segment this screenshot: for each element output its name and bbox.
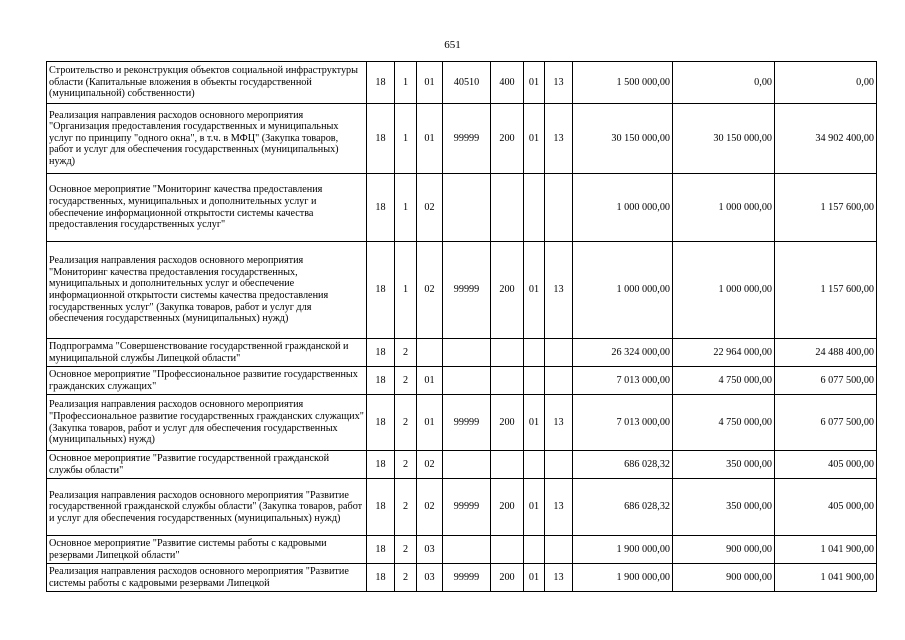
row-description: Основное мероприятие "Развитие системы работы с кадровыми резервами Липецкой области"	[47, 536, 367, 564]
code-expense-type: 200	[491, 104, 524, 174]
code-subsection: 13	[545, 479, 573, 536]
code-subsection: 13	[545, 104, 573, 174]
code-subsection	[545, 339, 573, 367]
code-expense-type	[491, 174, 524, 242]
row-description: Реализация направления расходов основного мероприятия "Профессиональное развитие государственных гражданских служащих" (Закупка товаров, работ и услуг для обеспечения государственных (муниципальных) нужд)	[47, 395, 367, 451]
code-expense-type	[491, 367, 524, 395]
table-body	[47, 62, 877, 592]
code-direction: 99999	[443, 479, 491, 536]
row-description: Реализация направления расходов основного мероприятия "Организация предоставления государственных и муниципальных услуг по принципу "одного окна", в т.ч. в МФЦ" (Закупка товаров, работ и услуг для обеспечения государственных (муниципальных) нужд)	[47, 104, 367, 174]
code-expense-type: 200	[491, 395, 524, 451]
amount-year-3: 405 000,00	[775, 479, 877, 536]
code-section: 01	[524, 395, 545, 451]
row-description: Основное мероприятие "Развитие государственной гражданской службы области"	[47, 451, 367, 479]
table-row	[47, 242, 877, 339]
amount-year-2: 4 750 000,00	[673, 395, 775, 451]
code-subsection: 13	[545, 62, 573, 104]
code-expense-type: 200	[491, 479, 524, 536]
code-activity: 01	[417, 104, 443, 174]
code-direction: 99999	[443, 104, 491, 174]
code-direction	[443, 451, 491, 479]
code-direction: 99999	[443, 564, 491, 592]
code-section: 01	[524, 62, 545, 104]
table-row	[47, 395, 877, 451]
code-activity: 02	[417, 479, 443, 536]
code-activity: 03	[417, 536, 443, 564]
code-admin: 18	[367, 104, 395, 174]
amount-year-3: 1 041 900,00	[775, 564, 877, 592]
amount-year-1: 1 900 000,00	[573, 564, 673, 592]
table-row	[47, 104, 877, 174]
table-row	[47, 174, 877, 242]
code-direction	[443, 536, 491, 564]
table-row	[47, 367, 877, 395]
code-subsection	[545, 367, 573, 395]
code-subprogram: 2	[395, 367, 417, 395]
amount-year-1: 1 500 000,00	[573, 62, 673, 104]
table-row	[47, 536, 877, 564]
amount-year-2: 22 964 000,00	[673, 339, 775, 367]
code-section: 01	[524, 479, 545, 536]
code-activity	[417, 339, 443, 367]
code-subsection: 13	[545, 395, 573, 451]
code-subprogram: 1	[395, 174, 417, 242]
code-subprogram: 1	[395, 242, 417, 339]
amount-year-1: 1 900 000,00	[573, 536, 673, 564]
amount-year-1: 686 028,32	[573, 479, 673, 536]
amount-year-1: 1 000 000,00	[573, 174, 673, 242]
code-activity: 03	[417, 564, 443, 592]
amount-year-1: 1 000 000,00	[573, 242, 673, 339]
table-row	[47, 62, 877, 104]
code-admin: 18	[367, 62, 395, 104]
amount-year-2: 30 150 000,00	[673, 104, 775, 174]
code-activity: 01	[417, 367, 443, 395]
amount-year-1: 30 150 000,00	[573, 104, 673, 174]
code-subprogram: 2	[395, 479, 417, 536]
code-activity: 02	[417, 174, 443, 242]
code-admin: 18	[367, 242, 395, 339]
code-subprogram: 1	[395, 104, 417, 174]
code-direction: 40510	[443, 62, 491, 104]
table-row	[47, 339, 877, 367]
code-activity: 01	[417, 62, 443, 104]
code-admin: 18	[367, 174, 395, 242]
amount-year-1: 7 013 000,00	[573, 367, 673, 395]
row-description: Основное мероприятие "Мониторинг качества предоставления государственных, муниципальных и дополнительных услуг и обеспечение информационной открытости системы качества предоставления государственных услуг"	[47, 174, 367, 242]
code-admin: 18	[367, 367, 395, 395]
code-expense-type: 200	[491, 242, 524, 339]
code-section	[524, 174, 545, 242]
code-subsection: 13	[545, 242, 573, 339]
row-description: Реализация направления расходов основного мероприятия "Развитие системы работы с кадровыми резервами Липецкой	[47, 564, 367, 592]
amount-year-3: 0,00	[775, 62, 877, 104]
code-direction: 99999	[443, 242, 491, 339]
table-row	[47, 479, 877, 536]
amount-year-3: 6 077 500,00	[775, 395, 877, 451]
code-direction: 99999	[443, 395, 491, 451]
row-description: Строительство и реконструкция объектов социальной инфраструктуры области (Капитальные вложения в объекты государственной (муниципальной) собственности)	[47, 62, 367, 104]
amount-year-2: 4 750 000,00	[673, 367, 775, 395]
code-subprogram: 2	[395, 564, 417, 592]
code-direction	[443, 367, 491, 395]
code-section	[524, 536, 545, 564]
code-section: 01	[524, 242, 545, 339]
code-subsection	[545, 451, 573, 479]
amount-year-3: 1 157 600,00	[775, 174, 877, 242]
code-subprogram: 2	[395, 451, 417, 479]
amount-year-2: 0,00	[673, 62, 775, 104]
table-row	[47, 451, 877, 479]
code-direction	[443, 339, 491, 367]
amount-year-3: 24 488 400,00	[775, 339, 877, 367]
code-admin: 18	[367, 564, 395, 592]
amount-year-2: 900 000,00	[673, 536, 775, 564]
amount-year-1: 7 013 000,00	[573, 395, 673, 451]
code-expense-type	[491, 339, 524, 367]
code-admin: 18	[367, 451, 395, 479]
code-section	[524, 451, 545, 479]
code-activity: 02	[417, 451, 443, 479]
code-section: 01	[524, 564, 545, 592]
row-description: Подпрограмма "Совершенствование государственной гражданской и муниципальной службы Липецкой области"	[47, 339, 367, 367]
page-number: 651	[444, 39, 461, 51]
row-description: Реализация направления расходов основного мероприятия "Развитие государственной гражданской службы области" (Закупка товаров, работ и услуг для обеспечения государственных (муниципальных) нужд)	[47, 479, 367, 536]
amount-year-1: 26 324 000,00	[573, 339, 673, 367]
amount-year-2: 1 000 000,00	[673, 242, 775, 339]
amount-year-2: 900 000,00	[673, 564, 775, 592]
code-section	[524, 339, 545, 367]
amount-year-3: 6 077 500,00	[775, 367, 877, 395]
code-admin: 18	[367, 479, 395, 536]
amount-year-3: 34 902 400,00	[775, 104, 877, 174]
code-admin: 18	[367, 339, 395, 367]
code-subprogram: 1	[395, 62, 417, 104]
code-expense-type: 400	[491, 62, 524, 104]
amount-year-2: 350 000,00	[673, 479, 775, 536]
amount-year-2: 1 000 000,00	[673, 174, 775, 242]
code-subprogram: 2	[395, 536, 417, 564]
row-description: Реализация направления расходов основного мероприятия "Мониторинг качества предоставления государственных, муниципальных и дополнительных услуг и обеспечение информационной открытости системы качества предоставления государственных услуг" (Закупка товаров, работ и услуг для обеспечения государственных (муниципальных) нужд)	[47, 242, 367, 339]
amount-year-2: 350 000,00	[673, 451, 775, 479]
code-expense-type	[491, 451, 524, 479]
code-subprogram: 2	[395, 395, 417, 451]
code-expense-type: 200	[491, 564, 524, 592]
amount-year-3: 405 000,00	[775, 451, 877, 479]
code-subsection: 13	[545, 564, 573, 592]
code-subprogram: 2	[395, 339, 417, 367]
code-admin: 18	[367, 536, 395, 564]
amount-year-1: 686 028,32	[573, 451, 673, 479]
amount-year-3: 1 157 600,00	[775, 242, 877, 339]
code-section	[524, 367, 545, 395]
code-subsection	[545, 536, 573, 564]
code-activity: 02	[417, 242, 443, 339]
budget-table	[46, 61, 877, 592]
code-subsection	[545, 174, 573, 242]
code-admin: 18	[367, 395, 395, 451]
code-direction	[443, 174, 491, 242]
code-activity: 01	[417, 395, 443, 451]
code-section: 01	[524, 104, 545, 174]
code-expense-type	[491, 536, 524, 564]
amount-year-3: 1 041 900,00	[775, 536, 877, 564]
row-description: Основное мероприятие "Профессиональное развитие государственных гражданских служащих"	[47, 367, 367, 395]
table-row	[47, 564, 877, 592]
